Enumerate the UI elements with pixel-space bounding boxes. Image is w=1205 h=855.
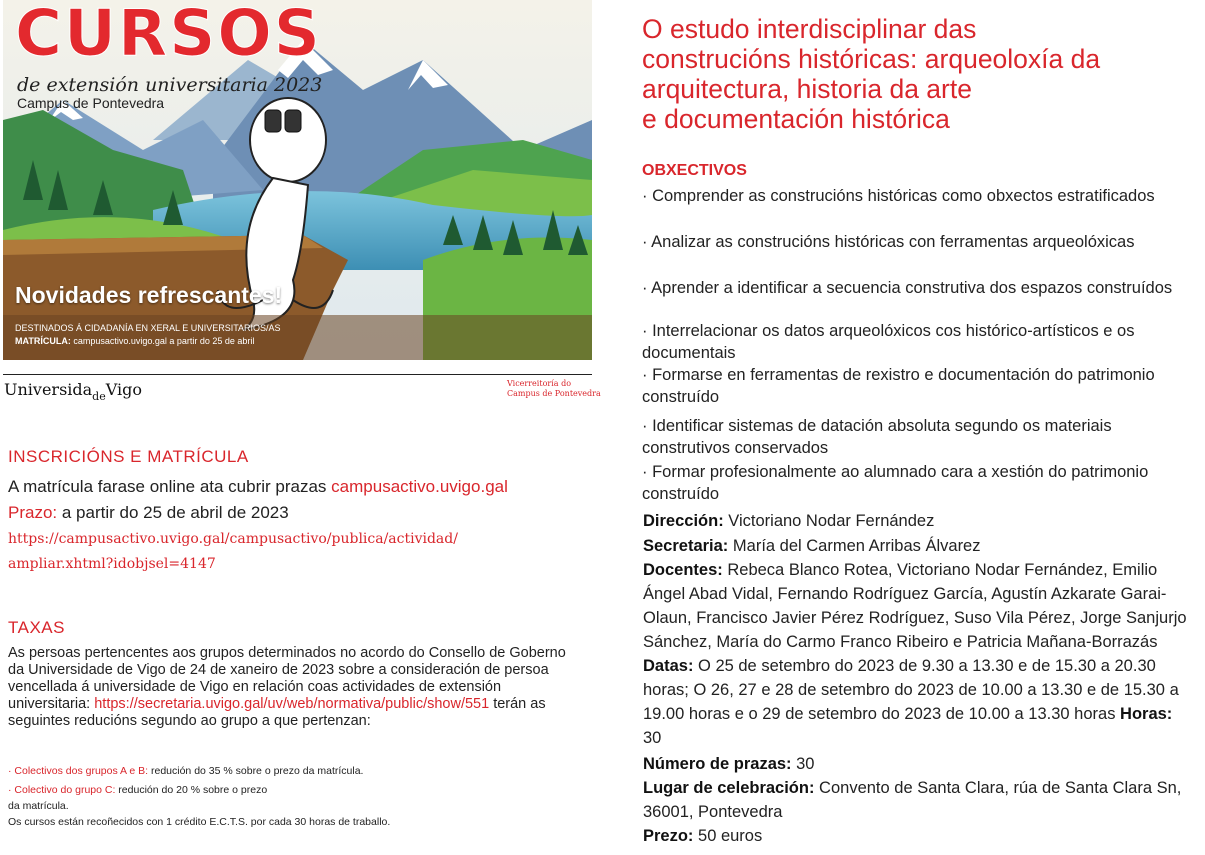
taxas-para-a: As persoas pertencentes aos grupos determinados no acordo do Consello de Goberno da Universidade de Vigo de 24 de xaneiro de 2023 sobre a consideración de persoa vencellada á universidade de Vigo en relación coas actividades de extensión universitaria:	[8, 645, 566, 712]
taxas-para-b: terán as seguintes reducións segundo ao grupo a que pertenzan:	[8, 696, 546, 729]
direccion-row	[643, 509, 1193, 533]
docentes-datas-block	[643, 558, 1193, 750]
activity-url-line1[interactable]: https://campusactivo.uvigo.gal/campusactivo/publica/actividad/	[8, 531, 458, 547]
course-title-line1: O estudo interdisciplinar das	[642, 14, 977, 44]
datas-label: Datas:	[643, 657, 694, 675]
group-c-reduction	[8, 784, 267, 796]
prezo-row	[643, 824, 1193, 848]
prazas-label: Número de prazas:	[643, 755, 792, 773]
poster-audience: DESTINADOS Á CIDADANÍA EN XERAL E UNIVERSITARIOS/AS	[15, 323, 281, 333]
direccion-value: Victoriano Nodar Fernández	[723, 512, 935, 530]
poster-headline: Novidades refrescantes!	[15, 282, 283, 308]
taxas-heading: TAXAS	[8, 618, 65, 637]
course-title-line2: construcións históricas: arqueoloxía da	[642, 44, 1101, 74]
university-logo-de: de	[92, 390, 106, 403]
objectives-heading: OBXECTIVOS	[642, 162, 747, 179]
lugar-label: Lugar de celebración:	[643, 779, 815, 797]
objective-item: · Interrelacionar os datos arqueolóxicos cos histórico-artísticos e os documentais	[642, 322, 1135, 362]
inscricions-line1	[8, 477, 508, 497]
datas-value: O 25 de setembro do 2023 de 9.30 a 13.30 e de 15.30 a 20.30 horas; O 26, 27 e 28 de setembro do 2023 de 10.00 a 13.30 e de 15.30 a 19.00 horas e o 29 de setembro do 2023 de 10.00 a 13.30 horas	[643, 657, 1179, 723]
course-title-line3: arquitectura, historia da arte	[642, 74, 972, 104]
university-logo-b: Vigo	[105, 380, 142, 399]
course-poster	[3, 0, 592, 360]
group-c-label: · Colectivo do grupo C:	[8, 784, 116, 796]
normativa-link[interactable]: https://secretaria.uvigo.gal/uv/web/normativa/public/show/551	[94, 696, 490, 712]
prazo-text: a partir do 25 de abril de 2023	[57, 503, 289, 522]
poster-matricula-text: campusactivo.uvigo.gal a partir do 25 de abril	[70, 336, 255, 346]
prazo-label: Prazo:	[8, 503, 58, 522]
objective-item: · Comprender as construcións históricas como obxectos estratificados	[642, 187, 1155, 205]
objective-item: · Analizar as construcións históricas con ferramentas arqueolóxicas	[642, 233, 1135, 251]
poster-subtitle: de extensión universitaria 2023	[17, 74, 323, 96]
group-ab-reduction	[8, 765, 363, 777]
horas-value: 30	[643, 729, 662, 747]
lugar-value: Convento de Santa Clara, rúa de Santa Clara Sn, 36001, Pontevedra	[643, 779, 1182, 821]
objective-item: · Aprender a identificar a secuencia construtiva dos espazos construídos	[642, 279, 1173, 297]
secretaria-label: Secretaria:	[643, 537, 729, 555]
inscricions-line1-text: A matrícula farase online ata cubrir prazas	[8, 477, 332, 496]
group-c-text-2: da matrícula.	[8, 800, 69, 812]
divider-line	[3, 374, 592, 375]
activity-url-line2[interactable]: ampliar.xhtml?idobjsel=4147	[8, 556, 216, 572]
university-logo-a: Universida	[4, 380, 93, 399]
objective-item: · Formarse en ferramentas de rexistro e documentación do patrimonio construído	[642, 366, 1155, 406]
poster-matricula-label: MATRÍCULA:	[15, 336, 71, 346]
taxas-paragraph	[8, 645, 583, 730]
secretaria-row	[643, 534, 1193, 558]
poster-matricula	[15, 336, 254, 346]
inscricions-line2	[8, 503, 289, 523]
prazas-row	[643, 752, 1193, 776]
course-title-line4: e documentación histórica	[642, 104, 950, 134]
group-c-text: redución do 20 % sobre o prezo	[115, 784, 268, 796]
inscricions-heading: INSCRICIÓNS E MATRÍCULA	[8, 447, 249, 466]
prezo-label: Prezo:	[643, 827, 694, 845]
horas-label: Horas:	[1120, 705, 1173, 723]
objective-item: · Formar profesionalmente ao alumnado cara a xestión do patrimonio construído	[642, 463, 1149, 503]
ects-note: Os cursos están recoñecidos con 1 crédito E.C.T.S. por cada 30 horas de traballo.	[8, 816, 391, 828]
poster-campus: Campus de Pontevedra	[17, 95, 165, 111]
docentes-value: Rebeca Blanco Rotea, Victoriano Nodar Fernández, Emilio Ángel Abad Vidal, Fernando Rodríguez García, Agustín Azkarate Garai-Olaun, Francisco Javier Pérez Rodríguez, Suso Vila Pérez, Jorge Sanjurjo Sánchez, María do Carmo Franco Ribeiro e Patricia Mañana-Borrazás	[643, 561, 1187, 651]
direccion-label: Dirección:	[643, 512, 724, 530]
campusactivo-link[interactable]: campusactivo.uvigo.gal	[331, 477, 508, 496]
secretaria-value: María del Carmen Arribas Álvarez	[728, 537, 981, 555]
vicerrectorate-line2: Campus de Pontevedra	[507, 389, 601, 398]
poster-title: CURSOS	[15, 0, 322, 71]
course-title	[642, 14, 1202, 134]
group-ab-label: · Colectivos dos grupos A e B:	[8, 765, 149, 777]
prazas-value: 30	[791, 755, 815, 773]
vicerrectorate-line1: Vicerreitoría do	[507, 379, 572, 388]
university-logo	[4, 380, 142, 403]
objective-item: · Identificar sistemas de datación absoluta segundo os materiais construtivos conservados	[642, 417, 1112, 457]
lugar-row	[643, 776, 1193, 824]
docentes-label: Docentes:	[643, 561, 723, 579]
vicerrectorate-logo	[507, 379, 601, 399]
group-ab-text: redución do 35 % sobre o prezo da matrícula.	[148, 765, 364, 777]
prezo-value: 50 euros	[693, 827, 763, 845]
